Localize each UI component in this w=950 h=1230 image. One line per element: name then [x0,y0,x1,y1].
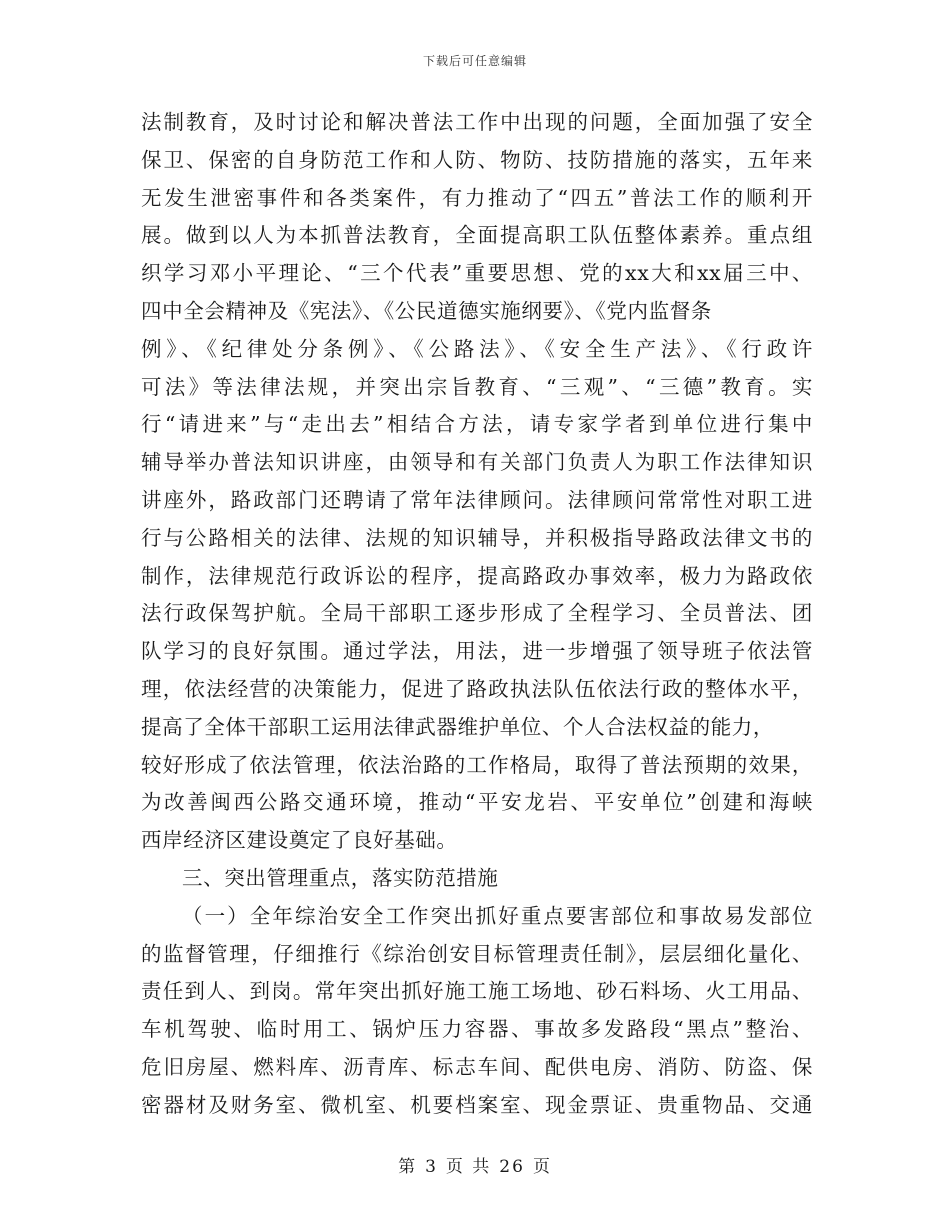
text-line: 车机驾驶、临时用工、锅炉压力容器、事故多发路段“黑点”整治、 [141,1017,813,1042]
text-line: 较好形成了依法管理，依法治路的工作格局，取得了普法预期的效果， [141,752,813,777]
text-line: 可法》等法律法规，并突出宗旨教育、“三观”、“三德”教育。实 [141,374,813,399]
total-pages: 26 [499,1157,525,1177]
text-line: 例》、《纪律处分条例》、《公路法》、《安全生产法》、《行政许 [141,336,813,361]
text-line: 展。做到以人为本抓普法教育，全面提高职工队伍整体素养。重点组 [141,223,813,248]
text-line: 理，依法经营的决策能力，促进了路政执法队伍依法行政的整体水平， [141,676,813,701]
text-line: 密器材及财务室、微机室、机要档案室、现金票证、贵重物品、交通 [141,1092,813,1117]
text-line: （一）全年综治安全工作突出抓好重点要害部位和事故易发部位 [182,903,813,928]
text-line: 辅导举办普法知识讲座，由领导和有关部门负责人为职工作法律知识 [141,450,813,475]
body-text [141,104,813,1125]
section-heading: 三、突出管理重点，落实防范措施 [182,865,499,890]
footer-middle: 页 共 [445,1157,492,1177]
text-line: 四中全会精神及《宪法》、《公民道德实施纲要》、《党内监督条 [141,298,712,323]
text-line: 行与公路相关的法律、法规的知识辅导，并积极指导路政法律文书的 [141,525,813,550]
text-line: 为改善闽西公路交通环境，推动“平安龙岩、平安单位”创建和海峡 [141,790,813,815]
text-line: 法行政保驾护航。全局干部职工逐步形成了全程学习、全员普法、团 [141,601,813,626]
text-line: 责任到人、到岗。常年突出抓好施工施工场地、砂石料场、火工用品、 [141,979,813,1004]
footer-prefix: 第 [398,1157,418,1177]
footer-suffix: 页 [532,1157,552,1177]
text-line: 危旧房屋、燃料库、沥青库、标志车间、配供电房、消防、防盗、保 [141,1054,813,1079]
text-line: 的监督管理，仔细推行《综治创安目标管理责任制》，层层细化量化、 [141,941,813,966]
page-footer [0,1152,950,1177]
text-line: 讲座外，路政部门还聘请了常年法律顾问。法律顾问常常性对职工进 [141,487,813,512]
page-number: 3 [425,1157,438,1177]
text-line: 西岸经济区建设奠定了良好基础。 [141,828,458,853]
text-line: 制作，法律规范行政诉讼的程序，提高路政办事效率，极力为路政依 [141,563,813,588]
text-line: 提高了全体干部职工运用法律武器维护单位、个人合法权益的能力， [141,714,774,739]
text-line: 行“请进来”与“走出去”相结合方法，请专家学者到单位进行集中 [141,412,813,437]
page-header: 下载后可任意编辑 [422,54,527,68]
text-line: 织学习邓小平理论、“三个代表”重要思想、党的xx大和xx届三中、 [141,261,813,286]
text-line: 法制教育，及时讨论和解决普法工作中出现的问题，全面加强了安全 [141,110,813,134]
text-line: 保卫、保密的自身防范工作和人防、物防、技防措施的落实，五年来 [141,147,813,172]
text-line: 队学习的良好氛围。通过学法，用法，进一步增强了领导班子依法管 [141,639,813,664]
text-line: 无发生泄密事件和各类案件，有力推动了“四五”普法工作的顺利开 [141,185,813,210]
